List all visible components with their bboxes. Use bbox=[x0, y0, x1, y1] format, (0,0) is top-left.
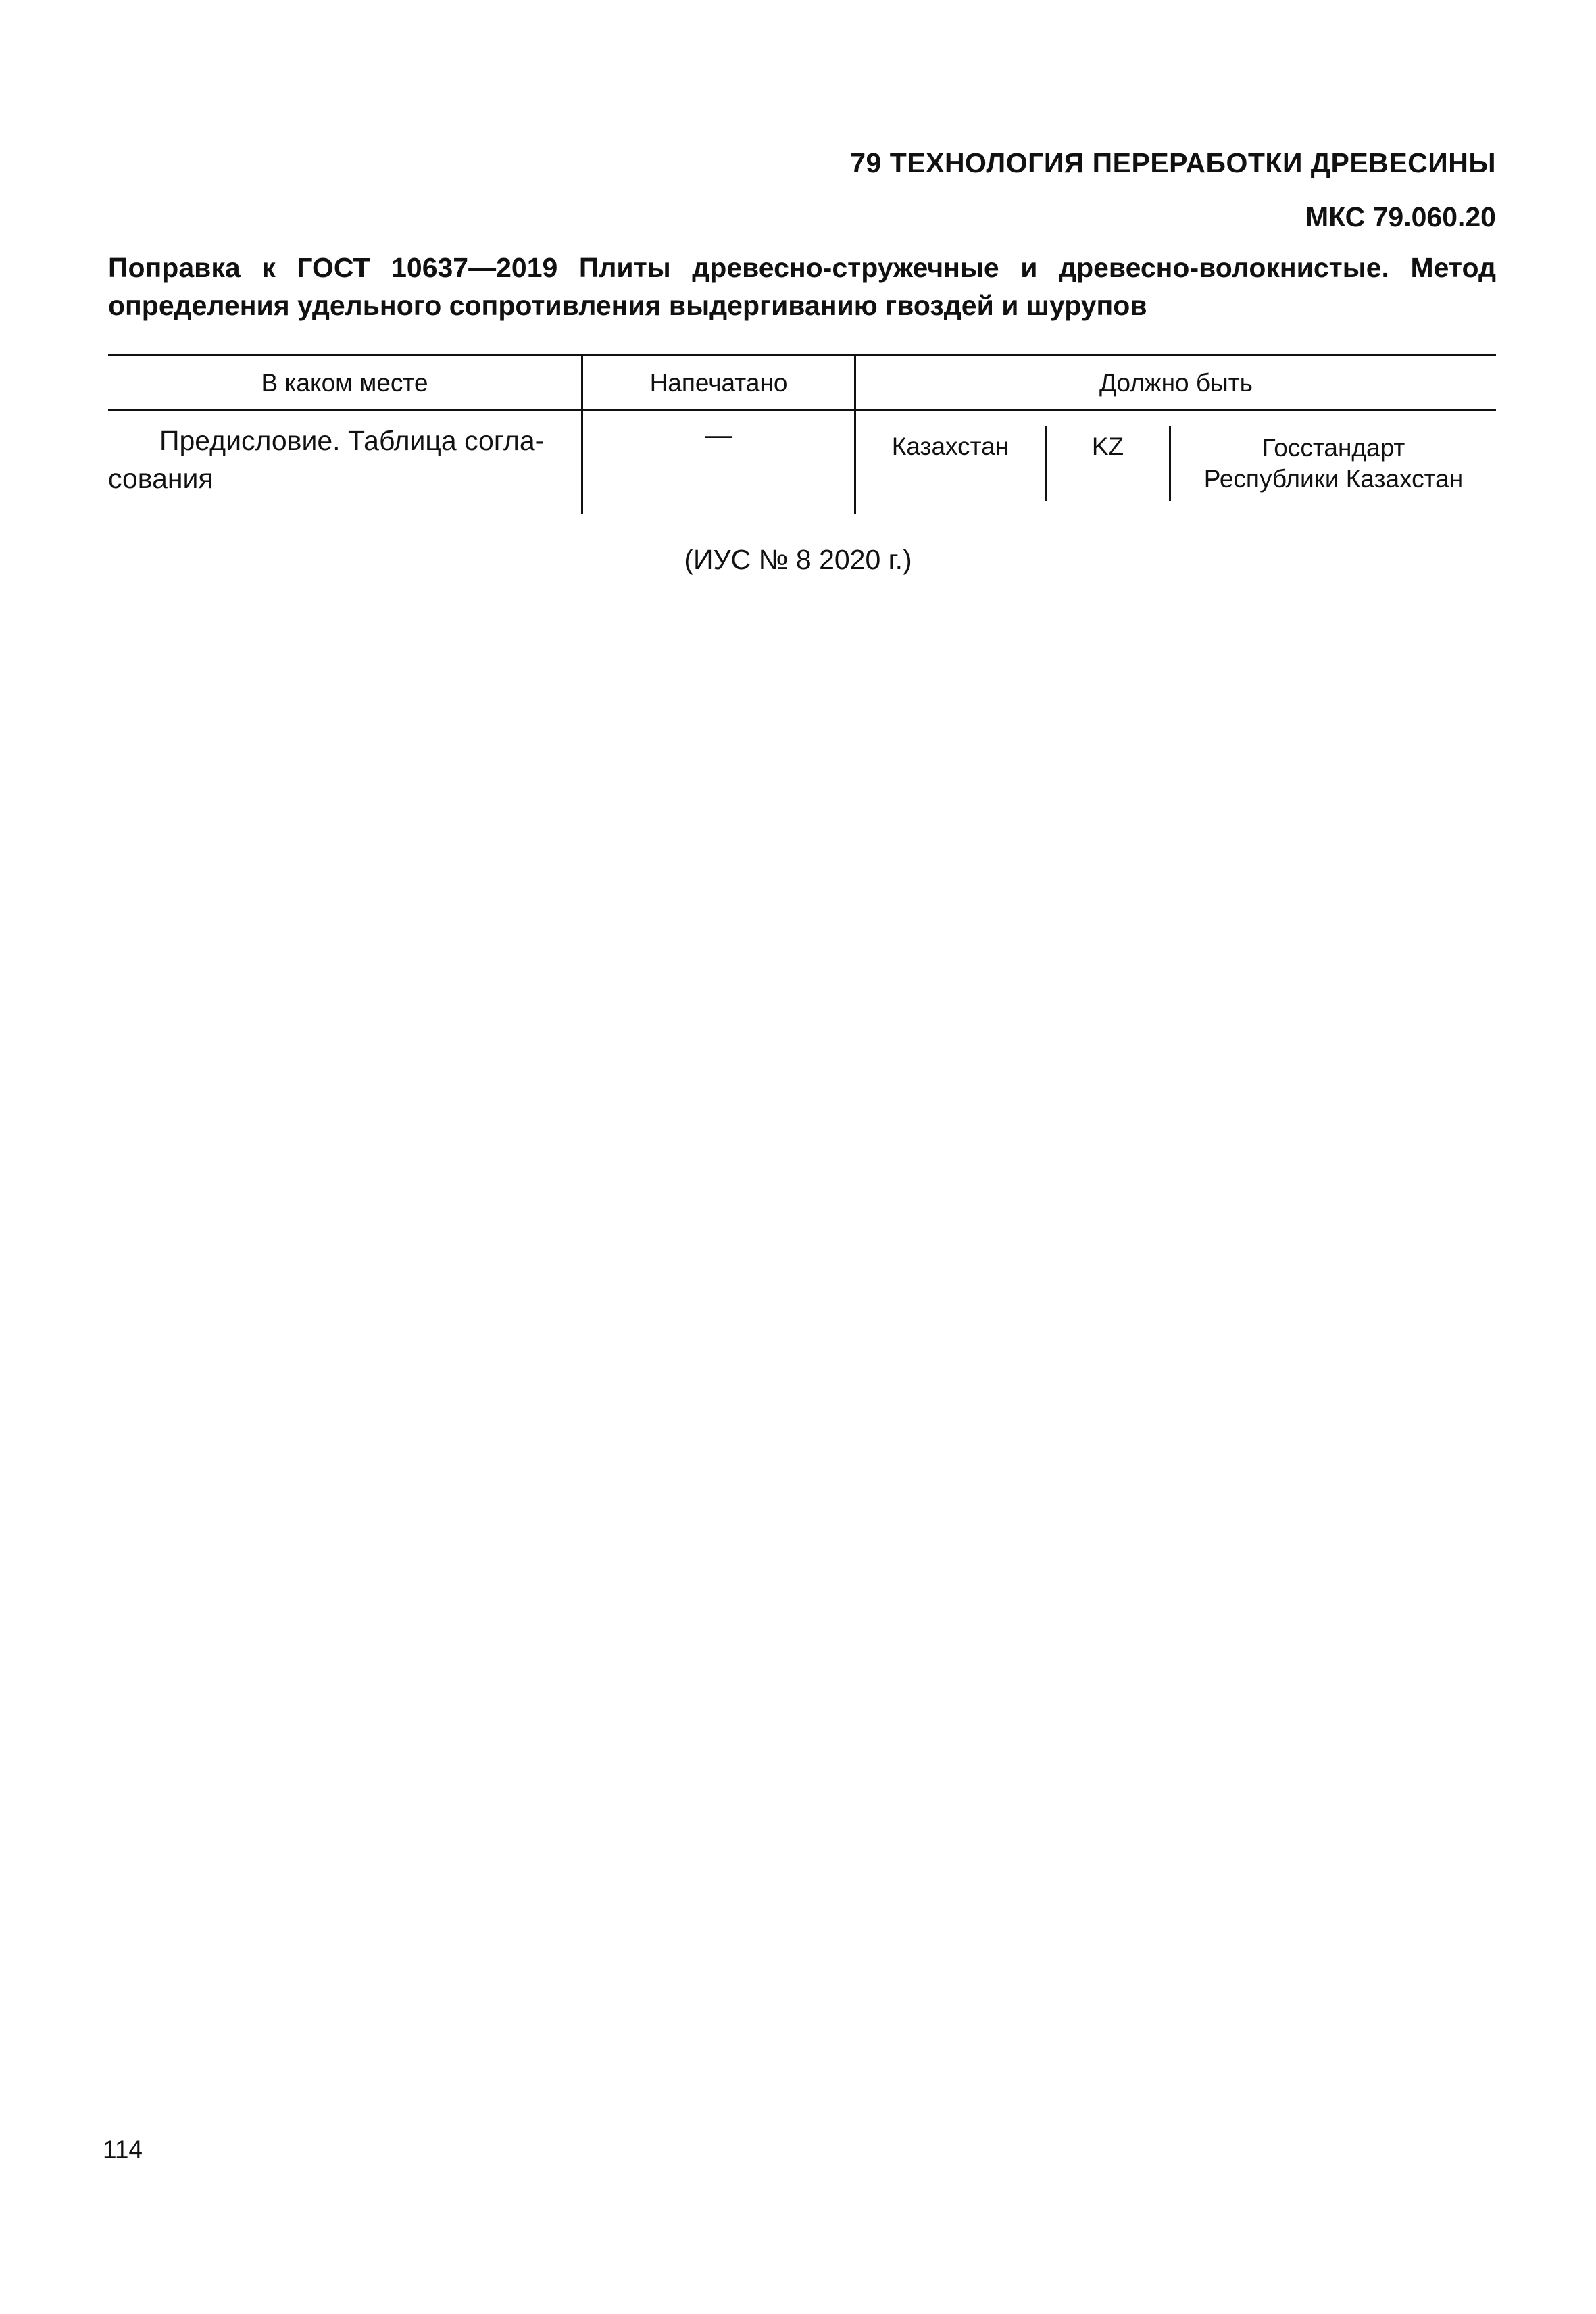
table-top-rule bbox=[108, 354, 1496, 356]
organization-line-2: Республики Казахстан bbox=[1203, 465, 1464, 493]
source-reference: (ИУС № 8 2020 г.) bbox=[684, 544, 912, 575]
table-row-organization bbox=[1171, 433, 1496, 495]
classification-code: МКС 79.060.20 bbox=[1305, 201, 1496, 232]
header-should-be: Должно быть bbox=[1099, 369, 1253, 397]
table-header-rule bbox=[108, 409, 1496, 411]
header-printed: Напечатано bbox=[649, 369, 788, 397]
organization-line-1: Госстандарт bbox=[1262, 434, 1405, 462]
amendment-table bbox=[108, 354, 1496, 514]
table-row-printed: — bbox=[705, 419, 732, 450]
place-line-1: Предисловие. Таблица согла- bbox=[159, 425, 545, 456]
section-heading: 79 ТЕХНОЛОГИЯ ПЕРЕРАБОТКИ ДРЕВЕСИНЫ bbox=[850, 147, 1496, 178]
amendment-title: Поправка к ГОСТ 10637—2019 Плиты древесно-стружечные и древесно-волокнистые. Метод определения удельного сопротивления выдергиванию гвоздей и шурупов bbox=[108, 252, 1496, 321]
place-line-2: сования bbox=[108, 463, 214, 494]
table-row-place bbox=[108, 422, 568, 497]
header-place: В каком месте bbox=[261, 369, 428, 397]
table-row-country: Казахстан bbox=[891, 433, 1009, 460]
page-number: 114 bbox=[103, 2136, 143, 2163]
table-row-country-code: KZ bbox=[1091, 433, 1124, 460]
